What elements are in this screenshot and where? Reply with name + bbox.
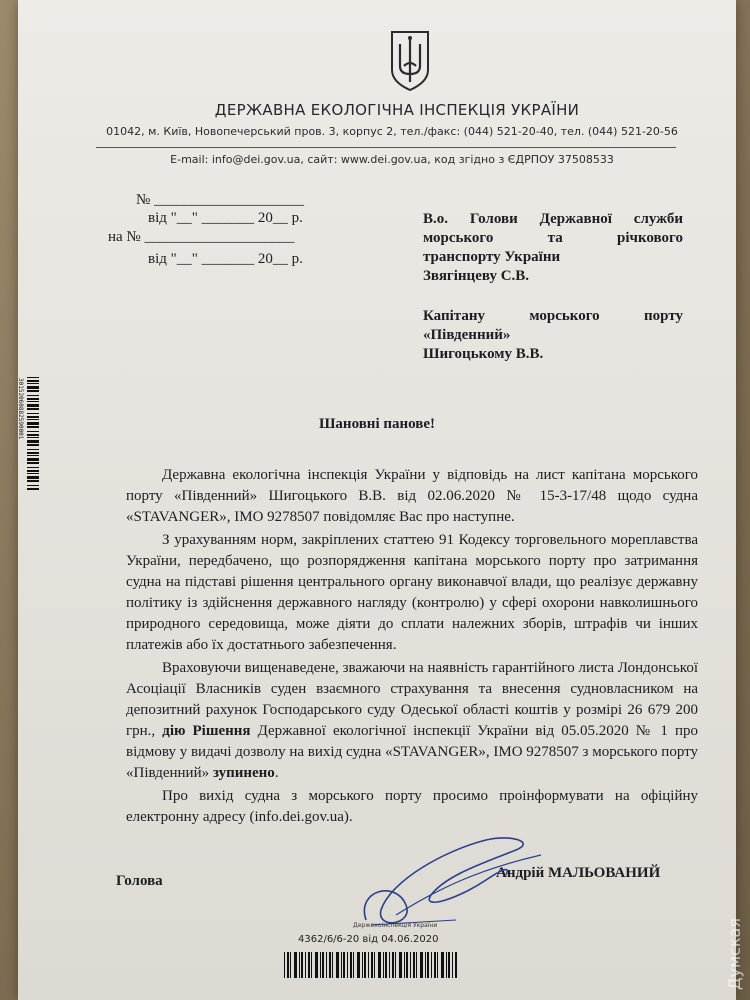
- paragraph-3-end: .: [274, 765, 279, 781]
- contact-line: E-mail: info@dei.gov.ua, сайт: www.dei.gov.ua, код згідно з ЄДРПОУ 37508533: [170, 153, 614, 166]
- header-divider: [96, 147, 676, 148]
- letter-body: [126, 465, 698, 828]
- paragraph-3: [126, 658, 698, 784]
- registration-date-line: від "__" _______ 20__ р.: [148, 210, 303, 226]
- document-number: 4362/6/6-20 від 04.06.2020: [298, 934, 439, 945]
- greeting: Шановні панове!: [318, 416, 436, 432]
- barcode-icon: [282, 950, 462, 980]
- signatory-name: Андрій МАЛЬОВАНИЙ: [496, 865, 661, 881]
- paragraph-2-text: З урахуванням норм, закріплених статтею 91 Кодексу торговельного мореплавства України, передбачено, що розпорядження капітана морського порту про затримання судна на підставі рішення центрального органу виконавчої влади, що реалізує державну політику із здійснення державного нагляду (контролю) у сфері охорони навколишнього природного середовища, може діяти до сплати належних зборів, штрафів чи інших платежів або їх достатнього забезпечення.: [126, 532, 698, 653]
- paragraph-4: Про вихід судна з морського порту просимо проінформувати на офіційну електронну адресу (info.dei.gov.ua).: [126, 788, 698, 825]
- recipient-1-line-3: транспорту України: [423, 249, 561, 265]
- paragraph-3-mid: Державної екологічної інспекції України від 05.05.2020 № 1 про відмову у видачі дозволу на вихід судна «STAVANGER», IMO 9278507 з морського порту «Південний»: [126, 723, 698, 781]
- paragraph-2: [126, 530, 698, 656]
- side-barcode-icon: [26, 375, 40, 495]
- recipient-2-line-3: Шигоцькому В.В.: [423, 346, 544, 362]
- stamp-caption: Держекоінспекція України: [353, 922, 438, 929]
- organization-name: ДЕРЖАВНА ЕКОЛОГІЧНА ІНСПЕКЦІЯ УКРАЇНИ: [214, 101, 580, 119]
- recipient-block-1: [423, 210, 683, 286]
- recipient-block-2: [423, 307, 683, 364]
- signatory-title: Голова: [116, 873, 163, 889]
- recipient-1-line-2: морського та річкового: [423, 230, 683, 246]
- letter-page: [18, 0, 736, 1000]
- recipient-2-line-1: Капітану морського порту: [423, 308, 683, 324]
- paragraph-3-bold-1: дію Рішення: [162, 723, 251, 739]
- address-line: 01042, м. Київ, Новопечерський пров. 3, корпус 2, тел./факс: (044) 521-20-40, тел. (044) 521-20-56: [106, 125, 678, 138]
- reference-date-line: від "__" _______ 20__ р.: [148, 251, 303, 267]
- paragraph-3-bold-2: зупинено: [212, 765, 275, 781]
- reference-number-line: на № ____________________: [108, 229, 295, 245]
- registration-number-line: № ____________________: [136, 192, 305, 208]
- paragraph-3-start: Враховуючи вищенаведене, зважаючи на наявність гарантійного листа Лондонської Асоціації Власників суден взаємного страхування та внесення судновласником на депозитний рахунок Господарського суду Одеської області коштів у розмірі 26 679 200 грн.,: [126, 660, 698, 739]
- side-stamp-number: 30152060882590001: [17, 378, 24, 440]
- recipient-1-line-4: Звягінцеву С.В.: [423, 268, 530, 284]
- watermark: Думская: [725, 918, 744, 990]
- recipient-1-line-1: В.о. Голови Державної служби: [423, 211, 683, 227]
- paragraph-1: Державна екологічна інспекція України у відповідь на лист капітана морського порту «Південний» Шигоцького В.В. від 02.06.2020 № 15-3-17/48 щодо судна «STAVANGER», IMO 9278507 повідомляє Вас про наступне.: [126, 467, 698, 525]
- recipient-2-line-2: «Південний»: [423, 327, 511, 343]
- trident-emblem-icon: [388, 30, 432, 92]
